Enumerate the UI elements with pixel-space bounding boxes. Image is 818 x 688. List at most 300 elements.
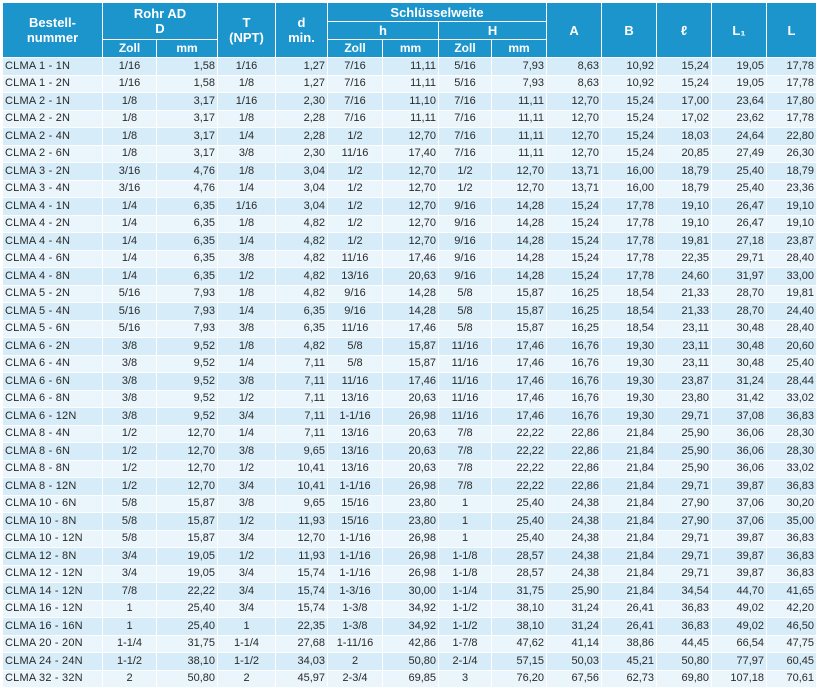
- wrench-H-zoll-cell: 11/16: [439, 338, 492, 356]
- dim-l-small-cell: 17,02: [657, 110, 712, 128]
- wrench-H-zoll-cell: 1-1/8: [439, 565, 492, 583]
- dim-l1-cell: 28,70: [712, 285, 767, 303]
- bore-min-cell: 11,93: [276, 513, 328, 531]
- wrench-h-zoll-cell: 11/16: [328, 373, 383, 391]
- dim-b-cell: 17,78: [602, 198, 657, 216]
- order-number-cell: CLMA 10 - 12N: [3, 530, 103, 548]
- table-row: [3, 58, 817, 76]
- dim-l-cell: 20,60: [767, 338, 817, 356]
- wrench-H-mm-cell: 14,28: [492, 268, 547, 286]
- bore-min-cell: 4,82: [276, 233, 328, 251]
- dim-a-cell: 16,76: [547, 338, 602, 356]
- dim-l1-cell: 37,06: [712, 495, 767, 513]
- table-row: [3, 478, 817, 496]
- thread-npt-cell: 2: [218, 670, 276, 688]
- thread-npt-cell: 3/8: [218, 320, 276, 338]
- order-number-cell: CLMA 4 - 4N: [3, 233, 103, 251]
- dim-l-cell: 70,61: [767, 670, 817, 688]
- header-thread: T (NPT): [218, 3, 276, 58]
- wrench-h-mm-cell: 17,46: [383, 250, 439, 268]
- thread-npt-cell: 1/8: [218, 163, 276, 181]
- table-body: [3, 58, 817, 688]
- dim-l1-cell: 30,48: [712, 355, 767, 373]
- dim-l1-cell: 31,24: [712, 373, 767, 391]
- order-number-cell: CLMA 20 - 20N: [3, 635, 103, 653]
- wrench-H-zoll-cell: 5/8: [439, 320, 492, 338]
- tube-od-mm-cell: 19,05: [157, 565, 218, 583]
- wrench-H-mm-cell: 28,57: [492, 565, 547, 583]
- header-unit-zoll: Zoll: [328, 40, 383, 58]
- dim-a-cell: 22,86: [547, 425, 602, 443]
- dim-a-cell: 15,24: [547, 215, 602, 233]
- table-row: [3, 565, 817, 583]
- tube-od-zoll-cell: 1/16: [103, 58, 157, 76]
- wrench-H-mm-cell: 22,22: [492, 460, 547, 478]
- wrench-h-mm-cell: 14,28: [383, 303, 439, 321]
- wrench-H-zoll-cell: 1-7/8: [439, 635, 492, 653]
- order-number-cell: CLMA 14 - 12N: [3, 583, 103, 601]
- tube-od-zoll-cell: 7/8: [103, 583, 157, 601]
- table-row: [3, 198, 817, 216]
- dim-l-small-cell: 29,71: [657, 478, 712, 496]
- wrench-h-zoll-cell: 2-3/4: [328, 670, 383, 688]
- wrench-H-zoll-cell: 5/16: [439, 58, 492, 76]
- dim-b-cell: 38,86: [602, 635, 657, 653]
- bore-min-cell: 27,68: [276, 635, 328, 653]
- bore-min-cell: 12,70: [276, 530, 328, 548]
- bore-min-cell: 1,27: [276, 58, 328, 76]
- wrench-H-zoll-cell: 11/16: [439, 390, 492, 408]
- dim-l-cell: 47,75: [767, 635, 817, 653]
- thread-npt-cell: 1/2: [218, 460, 276, 478]
- thread-npt-cell: 1/2: [218, 268, 276, 286]
- thread-npt-cell: 1/2: [218, 548, 276, 566]
- dim-l-small-cell: 23,11: [657, 338, 712, 356]
- tube-od-mm-cell: 9,52: [157, 408, 218, 426]
- tube-od-zoll-cell: 5/16: [103, 303, 157, 321]
- dim-l-small-cell: 19,81: [657, 233, 712, 251]
- tube-od-zoll-cell: 1/4: [103, 233, 157, 251]
- wrench-H-mm-cell: 17,46: [492, 338, 547, 356]
- dim-a-cell: 31,24: [547, 618, 602, 636]
- wrench-h-mm-cell: 26,98: [383, 548, 439, 566]
- thread-npt-cell: 1/4: [218, 233, 276, 251]
- bore-min-cell: 22,35: [276, 618, 328, 636]
- dim-l1-cell: 30,48: [712, 320, 767, 338]
- tube-od-mm-cell: 7,93: [157, 303, 218, 321]
- wrench-h-mm-cell: 34,92: [383, 600, 439, 618]
- dim-l1-cell: 28,70: [712, 303, 767, 321]
- wrench-H-zoll-cell: 11/16: [439, 355, 492, 373]
- wrench-h-mm-cell: 23,80: [383, 495, 439, 513]
- wrench-h-mm-cell: 23,80: [383, 513, 439, 531]
- dim-b-cell: 21,84: [602, 565, 657, 583]
- tube-od-mm-cell: 7,93: [157, 320, 218, 338]
- wrench-h-zoll-cell: 9/16: [328, 285, 383, 303]
- header-col-b: B: [602, 3, 657, 58]
- dim-a-cell: 41,14: [547, 635, 602, 653]
- table-row: [3, 145, 817, 163]
- dim-a-cell: 15,24: [547, 233, 602, 251]
- dim-b-cell: 62,73: [602, 670, 657, 688]
- bore-min-cell: 7,11: [276, 425, 328, 443]
- bore-min-cell: 3,04: [276, 198, 328, 216]
- dim-a-cell: 67,56: [547, 670, 602, 688]
- wrench-H-mm-cell: 25,40: [492, 495, 547, 513]
- tube-od-zoll-cell: 1-1/2: [103, 653, 157, 671]
- table-row: [3, 548, 817, 566]
- dim-l-cell: 18,79: [767, 163, 817, 181]
- wrench-H-zoll-cell: 5/8: [439, 303, 492, 321]
- wrench-h-zoll-cell: 2: [328, 653, 383, 671]
- bore-min-cell: 7,11: [276, 390, 328, 408]
- wrench-h-zoll-cell: 1-1/16: [328, 548, 383, 566]
- tube-od-zoll-cell: 3/16: [103, 163, 157, 181]
- table-row: [3, 513, 817, 531]
- wrench-H-mm-cell: 25,40: [492, 530, 547, 548]
- bore-min-cell: 4,82: [276, 338, 328, 356]
- dim-l-cell: 19,10: [767, 215, 817, 233]
- wrench-h-zoll-cell: 7/16: [328, 75, 383, 93]
- dim-l-small-cell: 27,90: [657, 495, 712, 513]
- bore-min-cell: 2,30: [276, 145, 328, 163]
- dim-a-cell: 8,63: [547, 58, 602, 76]
- order-number-cell: CLMA 24 - 24N: [3, 653, 103, 671]
- dim-l-cell: 19,81: [767, 285, 817, 303]
- table-row: [3, 600, 817, 618]
- thread-npt-cell: 1/2: [218, 513, 276, 531]
- dim-a-cell: 12,70: [547, 128, 602, 146]
- table-row: [3, 75, 817, 93]
- wrench-H-zoll-cell: 7/16: [439, 128, 492, 146]
- tube-od-zoll-cell: 1/8: [103, 128, 157, 146]
- wrench-H-mm-cell: 22,22: [492, 443, 547, 461]
- tube-od-mm-cell: 9,52: [157, 338, 218, 356]
- header-bore: d min.: [276, 3, 328, 58]
- wrench-h-mm-cell: 15,87: [383, 355, 439, 373]
- dim-l-small-cell: 36,83: [657, 600, 712, 618]
- dim-a-cell: 24,38: [547, 530, 602, 548]
- table-row: [3, 128, 817, 146]
- dim-l-small-cell: 23,11: [657, 355, 712, 373]
- dim-a-cell: 16,25: [547, 303, 602, 321]
- wrench-h-zoll-cell: 13/16: [328, 460, 383, 478]
- bore-min-cell: 10,41: [276, 478, 328, 496]
- dim-a-cell: 8,63: [547, 75, 602, 93]
- wrench-h-zoll-cell: 9/16: [328, 303, 383, 321]
- thread-npt-cell: 1/16: [218, 198, 276, 216]
- dim-l-cell: 23,87: [767, 233, 817, 251]
- dim-a-cell: 15,24: [547, 198, 602, 216]
- dim-b-cell: 16,00: [602, 163, 657, 181]
- tube-od-zoll-cell: 3/8: [103, 408, 157, 426]
- bore-min-cell: 15,74: [276, 583, 328, 601]
- fitting-dimensions-table: [2, 2, 817, 688]
- dim-a-cell: 16,76: [547, 408, 602, 426]
- header-wrench-h: h: [328, 22, 439, 40]
- wrench-H-mm-cell: 38,10: [492, 600, 547, 618]
- wrench-h-mm-cell: 20,63: [383, 390, 439, 408]
- header-unit-mm: mm: [492, 40, 547, 58]
- tube-od-mm-cell: 9,52: [157, 390, 218, 408]
- dim-l-small-cell: 25,90: [657, 425, 712, 443]
- header-col-l-small: ℓ: [657, 3, 712, 58]
- dim-b-cell: 17,78: [602, 250, 657, 268]
- wrench-h-zoll-cell: 1-1/16: [328, 530, 383, 548]
- header-tube-od: Rohr AD D: [103, 3, 218, 40]
- table-row: [3, 268, 817, 286]
- dim-l1-cell: 27,49: [712, 145, 767, 163]
- dim-b-cell: 18,54: [602, 285, 657, 303]
- wrench-H-mm-cell: 47,62: [492, 635, 547, 653]
- wrench-h-zoll-cell: 1-3/8: [328, 600, 383, 618]
- tube-od-zoll-cell: 5/16: [103, 320, 157, 338]
- order-number-cell: CLMA 1 - 1N: [3, 58, 103, 76]
- tube-od-zoll-cell: 1: [103, 618, 157, 636]
- thread-npt-cell: 3/8: [218, 250, 276, 268]
- dim-l1-cell: 30,48: [712, 338, 767, 356]
- bore-min-cell: 2,28: [276, 110, 328, 128]
- wrench-h-mm-cell: 17,46: [383, 320, 439, 338]
- order-number-cell: CLMA 6 - 2N: [3, 338, 103, 356]
- table-row: [3, 320, 817, 338]
- dim-l-small-cell: 50,80: [657, 653, 712, 671]
- wrench-h-zoll-cell: 1/2: [328, 180, 383, 198]
- dim-l1-cell: 44,70: [712, 583, 767, 601]
- tube-od-zoll-cell: 1/8: [103, 145, 157, 163]
- wrench-h-mm-cell: 12,70: [383, 233, 439, 251]
- dim-l-small-cell: 27,90: [657, 513, 712, 531]
- dim-l-cell: 36,83: [767, 548, 817, 566]
- tube-od-mm-cell: 6,35: [157, 233, 218, 251]
- tube-od-zoll-cell: 1/4: [103, 198, 157, 216]
- wrench-h-zoll-cell: 15/16: [328, 513, 383, 531]
- tube-od-mm-cell: 6,35: [157, 198, 218, 216]
- dim-b-cell: 45,21: [602, 653, 657, 671]
- order-number-cell: CLMA 1 - 2N: [3, 75, 103, 93]
- dim-b-cell: 21,84: [602, 548, 657, 566]
- wrench-H-zoll-cell: 1-1/8: [439, 548, 492, 566]
- dim-a-cell: 12,70: [547, 145, 602, 163]
- wrench-H-mm-cell: 22,22: [492, 478, 547, 496]
- wrench-H-mm-cell: 11,11: [492, 110, 547, 128]
- dim-l-small-cell: 25,90: [657, 460, 712, 478]
- dim-l1-cell: 26,47: [712, 198, 767, 216]
- wrench-H-mm-cell: 7,93: [492, 75, 547, 93]
- tube-od-mm-cell: 3,17: [157, 93, 218, 111]
- table-row: [3, 425, 817, 443]
- thread-npt-cell: 1-1/2: [218, 653, 276, 671]
- order-number-cell: CLMA 4 - 6N: [3, 250, 103, 268]
- wrench-h-mm-cell: 15,87: [383, 338, 439, 356]
- wrench-h-mm-cell: 11,10: [383, 93, 439, 111]
- dim-l-small-cell: 23,11: [657, 320, 712, 338]
- wrench-h-mm-cell: 12,70: [383, 128, 439, 146]
- wrench-H-mm-cell: 15,87: [492, 285, 547, 303]
- dim-l1-cell: 37,06: [712, 513, 767, 531]
- bore-min-cell: 2,28: [276, 128, 328, 146]
- bore-min-cell: 4,82: [276, 268, 328, 286]
- dim-l-small-cell: 36,83: [657, 618, 712, 636]
- thread-npt-cell: 1/16: [218, 93, 276, 111]
- table-row: [3, 93, 817, 111]
- tube-od-zoll-cell: 1/4: [103, 215, 157, 233]
- thread-npt-cell: 1/4: [218, 303, 276, 321]
- tube-od-mm-cell: 15,87: [157, 495, 218, 513]
- dim-b-cell: 21,84: [602, 530, 657, 548]
- dim-a-cell: 16,25: [547, 320, 602, 338]
- tube-od-mm-cell: 6,35: [157, 215, 218, 233]
- wrench-h-zoll-cell: 1-1/16: [328, 565, 383, 583]
- order-number-cell: CLMA 4 - 1N: [3, 198, 103, 216]
- wrench-H-mm-cell: 17,46: [492, 373, 547, 391]
- order-number-cell: CLMA 8 - 6N: [3, 443, 103, 461]
- wrench-H-mm-cell: 76,20: [492, 670, 547, 688]
- dim-a-cell: 16,76: [547, 390, 602, 408]
- tube-od-mm-cell: 4,76: [157, 180, 218, 198]
- tube-od-zoll-cell: 1/2: [103, 478, 157, 496]
- table-row: [3, 670, 817, 688]
- dim-b-cell: 10,92: [602, 75, 657, 93]
- dim-l1-cell: 23,64: [712, 93, 767, 111]
- dim-a-cell: 15,24: [547, 250, 602, 268]
- wrench-H-zoll-cell: 2-1/4: [439, 653, 492, 671]
- wrench-H-mm-cell: 11,11: [492, 128, 547, 146]
- order-number-cell: CLMA 6 - 4N: [3, 355, 103, 373]
- tube-od-zoll-cell: 3/8: [103, 390, 157, 408]
- bore-min-cell: 10,41: [276, 460, 328, 478]
- dim-b-cell: 21,84: [602, 513, 657, 531]
- tube-od-mm-cell: 4,76: [157, 163, 218, 181]
- dim-l-small-cell: 69,80: [657, 670, 712, 688]
- dim-a-cell: 16,76: [547, 373, 602, 391]
- tube-od-mm-cell: 6,35: [157, 250, 218, 268]
- wrench-h-mm-cell: 26,98: [383, 565, 439, 583]
- table-row: [3, 495, 817, 513]
- wrench-H-zoll-cell: 7/8: [439, 460, 492, 478]
- dim-l-cell: 33,02: [767, 390, 817, 408]
- order-number-cell: CLMA 3 - 4N: [3, 180, 103, 198]
- dim-b-cell: 19,30: [602, 338, 657, 356]
- wrench-h-mm-cell: 11,11: [383, 58, 439, 76]
- dim-l-cell: 28,30: [767, 443, 817, 461]
- tube-od-mm-cell: 25,40: [157, 618, 218, 636]
- table-header: [3, 3, 817, 58]
- dim-l-cell: 28,30: [767, 425, 817, 443]
- table-row: [3, 110, 817, 128]
- dim-b-cell: 26,41: [602, 600, 657, 618]
- tube-od-zoll-cell: 1/2: [103, 460, 157, 478]
- bore-min-cell: 3,04: [276, 163, 328, 181]
- order-number-cell: CLMA 6 - 8N: [3, 390, 103, 408]
- tube-od-zoll-cell: 1/16: [103, 75, 157, 93]
- dim-b-cell: 21,84: [602, 425, 657, 443]
- tube-od-zoll-cell: 1/8: [103, 110, 157, 128]
- dim-b-cell: 15,24: [602, 93, 657, 111]
- tube-od-zoll-cell: 3/16: [103, 180, 157, 198]
- tube-od-mm-cell: 6,35: [157, 268, 218, 286]
- bore-min-cell: 45,97: [276, 670, 328, 688]
- dim-l1-cell: 36,06: [712, 460, 767, 478]
- wrench-h-zoll-cell: 1-3/16: [328, 583, 383, 601]
- dim-b-cell: 21,84: [602, 460, 657, 478]
- dim-l1-cell: 39,87: [712, 530, 767, 548]
- dim-l-small-cell: 24,60: [657, 268, 712, 286]
- dim-l-cell: 28,44: [767, 373, 817, 391]
- wrench-H-zoll-cell: 7/16: [439, 93, 492, 111]
- dim-l-cell: 33,02: [767, 460, 817, 478]
- bore-min-cell: 7,11: [276, 408, 328, 426]
- tube-od-zoll-cell: 1: [103, 600, 157, 618]
- order-number-cell: CLMA 8 - 8N: [3, 460, 103, 478]
- dim-l-cell: 17,78: [767, 75, 817, 93]
- wrench-H-zoll-cell: 3: [439, 670, 492, 688]
- dim-b-cell: 21,84: [602, 478, 657, 496]
- wrench-H-zoll-cell: 1: [439, 530, 492, 548]
- dim-l-small-cell: 23,87: [657, 373, 712, 391]
- wrench-h-zoll-cell: 11/16: [328, 320, 383, 338]
- tube-od-mm-cell: 19,05: [157, 548, 218, 566]
- dim-l-small-cell: 29,71: [657, 530, 712, 548]
- tube-od-zoll-cell: 3/8: [103, 338, 157, 356]
- dim-b-cell: 21,84: [602, 495, 657, 513]
- thread-npt-cell: 3/8: [218, 373, 276, 391]
- order-number-cell: CLMA 32 - 32N: [3, 670, 103, 688]
- dim-l1-cell: 77,97: [712, 653, 767, 671]
- dim-l-small-cell: 21,33: [657, 303, 712, 321]
- bore-min-cell: 7,11: [276, 355, 328, 373]
- wrench-h-mm-cell: 17,46: [383, 373, 439, 391]
- wrench-H-mm-cell: 17,46: [492, 408, 547, 426]
- dim-l-small-cell: 18,03: [657, 128, 712, 146]
- wrench-h-zoll-cell: 13/16: [328, 425, 383, 443]
- wrench-H-zoll-cell: 1/2: [439, 180, 492, 198]
- tube-od-mm-cell: 7,93: [157, 285, 218, 303]
- order-number-cell: CLMA 8 - 12N: [3, 478, 103, 496]
- order-number-cell: CLMA 12 - 12N: [3, 565, 103, 583]
- wrench-H-zoll-cell: 7/16: [439, 145, 492, 163]
- wrench-h-zoll-cell: 1-1/16: [328, 408, 383, 426]
- thread-npt-cell: 3/4: [218, 565, 276, 583]
- wrench-H-zoll-cell: 1-1/4: [439, 583, 492, 601]
- table-row: [3, 618, 817, 636]
- wrench-h-mm-cell: 14,28: [383, 285, 439, 303]
- dim-b-cell: 21,84: [602, 443, 657, 461]
- wrench-h-zoll-cell: 1/2: [328, 163, 383, 181]
- dim-l-cell: 22,80: [767, 128, 817, 146]
- dim-a-cell: 13,71: [547, 180, 602, 198]
- thread-npt-cell: 1/8: [218, 110, 276, 128]
- header-unit-zoll: Zoll: [103, 40, 157, 58]
- dim-l1-cell: 49,02: [712, 618, 767, 636]
- order-number-cell: CLMA 5 - 4N: [3, 303, 103, 321]
- tube-od-mm-cell: 12,70: [157, 478, 218, 496]
- order-number-cell: CLMA 10 - 6N: [3, 495, 103, 513]
- dim-l1-cell: 19,05: [712, 75, 767, 93]
- dim-l1-cell: 39,87: [712, 548, 767, 566]
- tube-od-mm-cell: 50,80: [157, 670, 218, 688]
- wrench-H-mm-cell: 57,15: [492, 653, 547, 671]
- dim-b-cell: 18,54: [602, 303, 657, 321]
- tube-od-zoll-cell: 3/4: [103, 565, 157, 583]
- dim-a-cell: 15,24: [547, 268, 602, 286]
- dim-l-cell: 41,65: [767, 583, 817, 601]
- bore-min-cell: 6,35: [276, 320, 328, 338]
- wrench-h-mm-cell: 20,63: [383, 443, 439, 461]
- wrench-H-zoll-cell: 1-1/2: [439, 618, 492, 636]
- order-number-cell: CLMA 5 - 6N: [3, 320, 103, 338]
- dim-b-cell: 21,84: [602, 583, 657, 601]
